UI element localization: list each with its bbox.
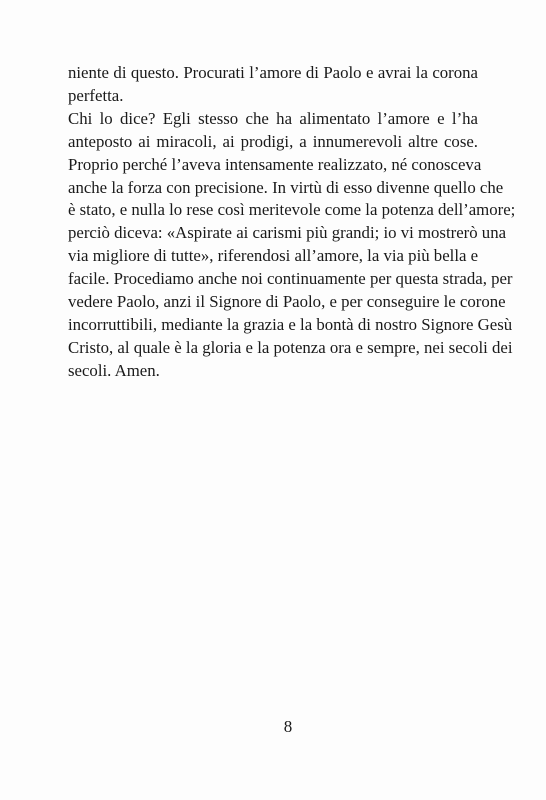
text-line: via migliore di tutte», riferendosi all’amore, la via più bella e — [68, 246, 479, 266]
text-line: perciò diceva: «Aspirate ai carismi più grandi; io vi mostrerò una — [68, 223, 507, 243]
text-line: secoli. Amen. — [68, 360, 160, 380]
text-line: vedere Paolo, anzi il Signore di Paolo, e per conseguire le corone — [68, 292, 506, 312]
text-line: anche la forza con precisione. In virtù di esso divenne quello che — [68, 177, 504, 197]
text-line: è stato, e nulla lo rese così meritevole come la potenza dell’amore; — [68, 200, 516, 220]
text-line: perfetta. — [68, 85, 124, 105]
text-line: Chi lo dice? Egli stesso che ha alimentato l’amore e l’ha — [68, 108, 478, 128]
body-text — [68, 62, 516, 383]
text-line: Proprio perché l’aveva intensamente realizzato, né conosceva — [68, 154, 482, 174]
text-line: incorruttibili, mediante la grazia e la bontà di nostro Signore Gesù — [68, 314, 513, 334]
text-line: Cristo, al quale è la gloria e la potenza ora e sempre, nei secoli dei — [68, 337, 513, 357]
page-number: 8 — [283, 717, 293, 736]
text-line: anteposto ai miracoli, ai prodigi, a innumerevoli altre cose. — [68, 131, 478, 151]
text-line: facile. Procediamo anche noi continuamente per questa strada, per — [68, 269, 513, 289]
text-line: niente di questo. Procurati l’amore di Paolo e avrai la corona — [68, 63, 478, 82]
